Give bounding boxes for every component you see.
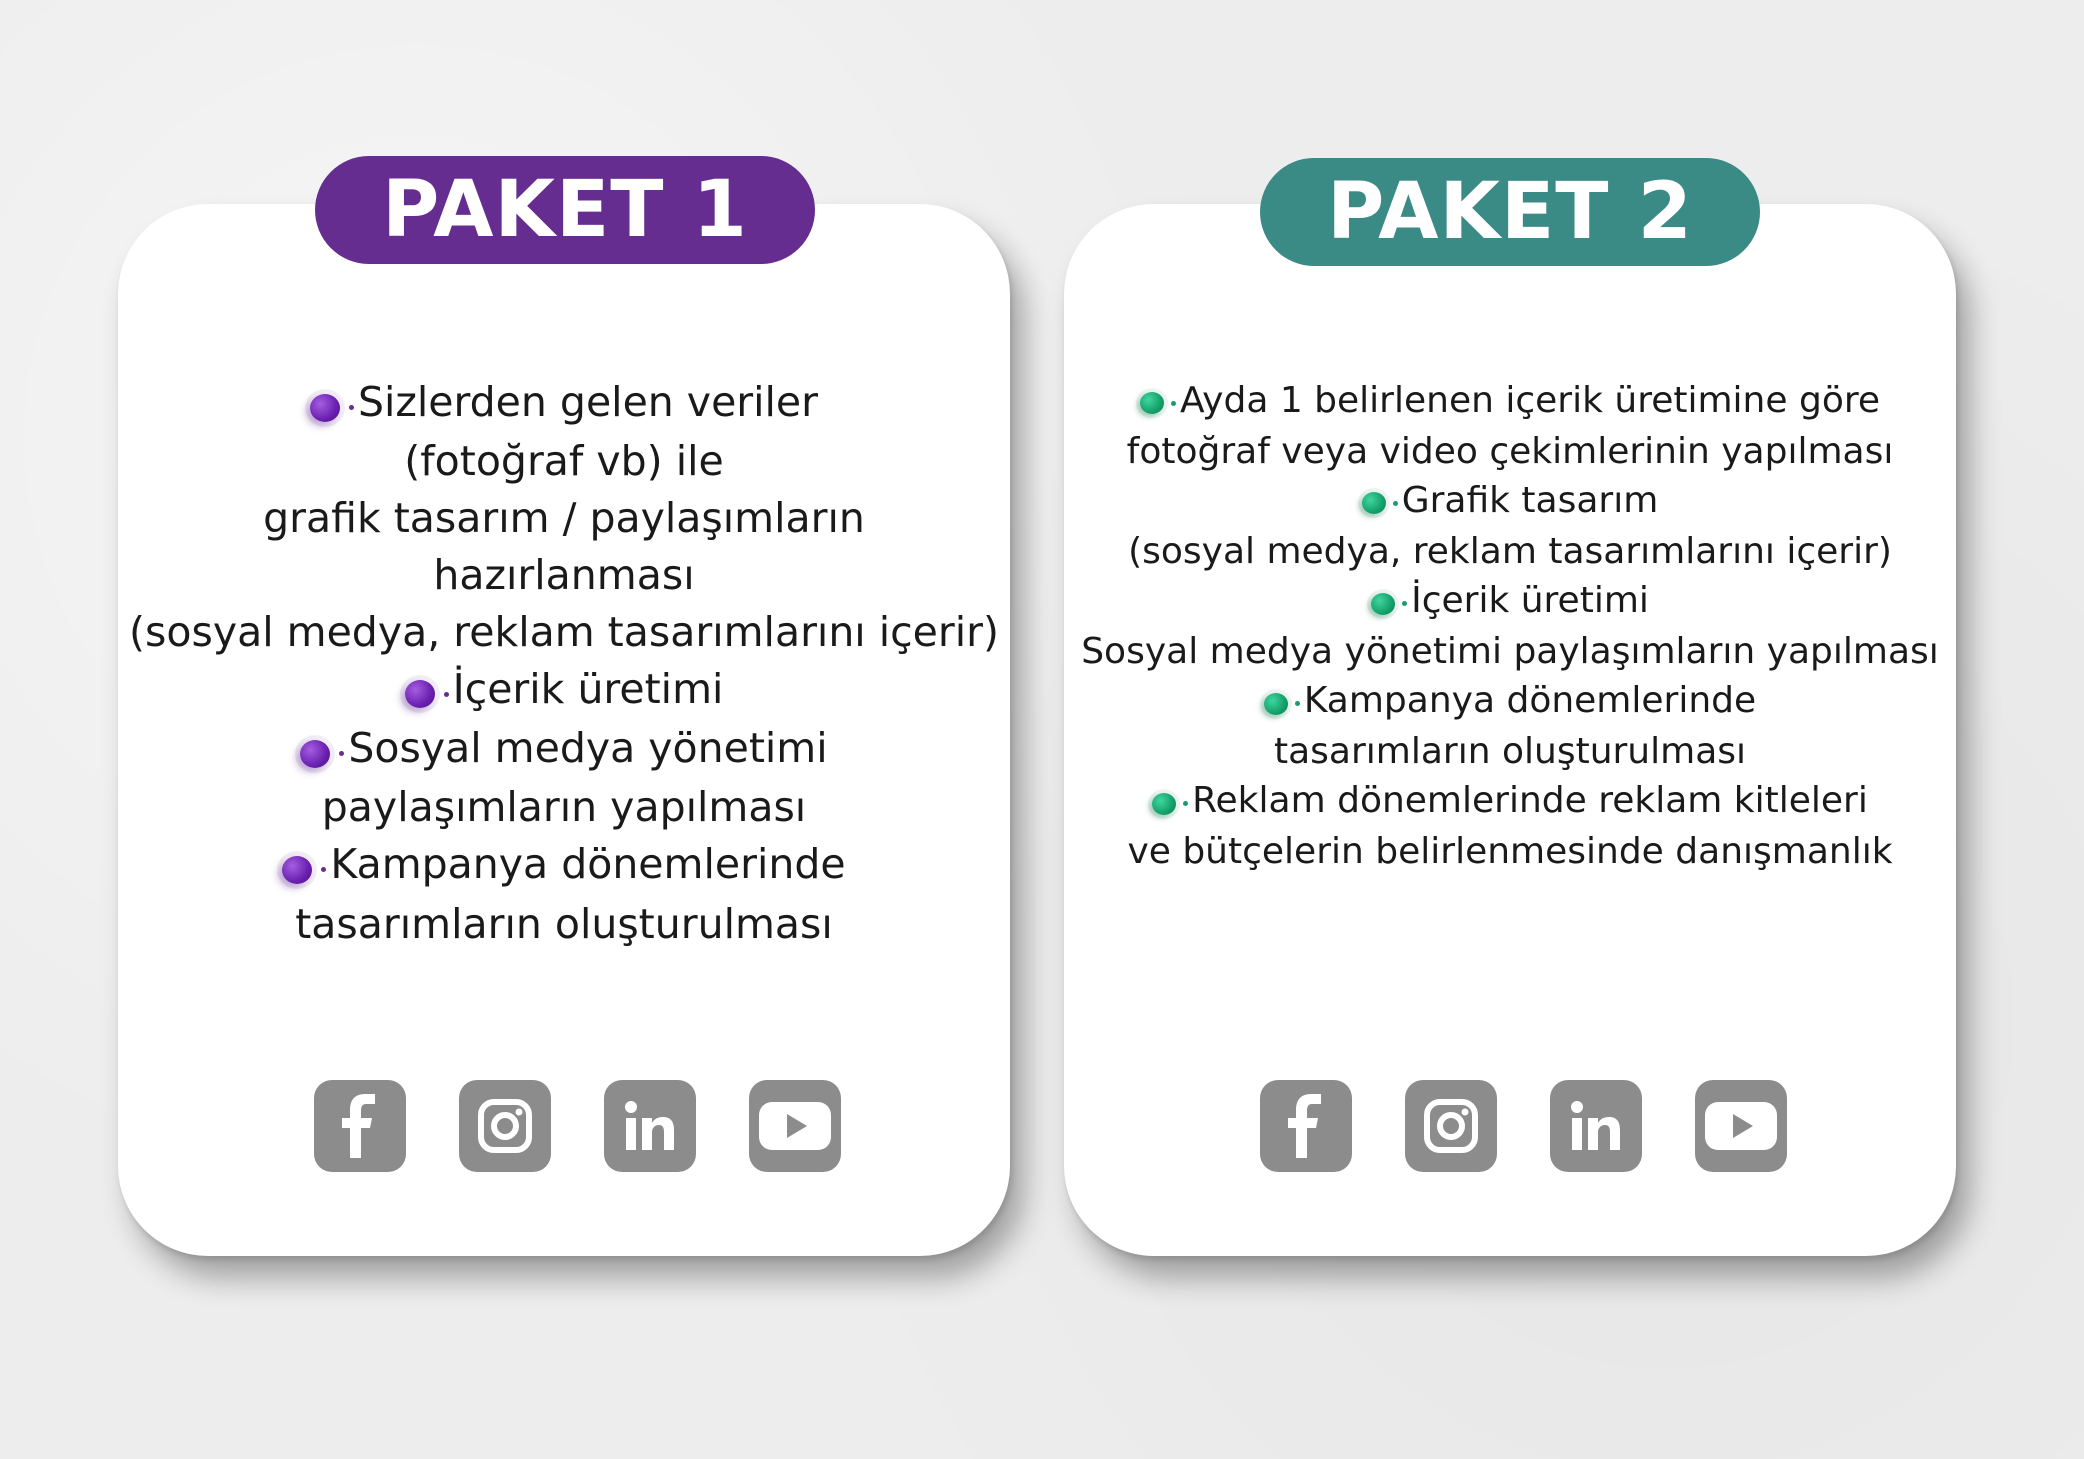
- list-item-continuation: (fotoğraf vb) ile: [404, 437, 724, 486]
- youtube-icon[interactable]: [1695, 1080, 1787, 1172]
- linkedin-icon[interactable]: [604, 1080, 696, 1172]
- paket1-social-icons: [314, 1080, 841, 1172]
- list-item: İçerik üretimi: [1064, 576, 1956, 627]
- list-item-continuation: (sosyal medya, reklam tasarımlarını içerir): [1128, 530, 1892, 572]
- list-item-continuation: tasarımların oluşturulması: [1273, 731, 1747, 773]
- facebook-icon[interactable]: [1260, 1080, 1352, 1172]
- list-item-continuation: hazırlanması: [433, 550, 695, 599]
- list-item-continuation: grafik tasarım / paylaşımların: [263, 494, 865, 543]
- bullet-icon: [1362, 477, 1398, 526]
- bullet-icon: [1152, 778, 1188, 827]
- list-item-continuation: paylaşımların yapılması: [321, 783, 807, 832]
- list-item-continuation: Sosyal medya yönetimi paylaşımların yapılması: [1081, 630, 1939, 672]
- bullet-icon: [1140, 377, 1176, 426]
- list-item: İçerik üretimi: [118, 661, 1010, 720]
- list-item-continuation: ve bütçelerin belirlenmesinde danışmanlık: [1127, 831, 1893, 873]
- bullet-icon: [300, 723, 344, 780]
- list-item-continuation: tasarımların oluşturulması: [295, 899, 833, 948]
- bullet-icon: [405, 663, 449, 720]
- list-item: Kampanya dönemlerinde: [1064, 676, 1956, 727]
- list-item: Kampanya dönemlerinde: [118, 836, 1010, 895]
- paket2-social-icons: [1260, 1080, 1787, 1172]
- list-item: Grafik tasarım: [1064, 476, 1956, 527]
- bullet-icon: [282, 839, 326, 896]
- paket1-feature-list: [118, 374, 1010, 952]
- bullet-icon: [1264, 678, 1300, 727]
- paket2-feature-list: [1064, 376, 1956, 877]
- list-item-continuation: (sosyal medya, reklam tasarımlarını içerir): [129, 607, 999, 656]
- list-item: Sosyal medya yönetimi: [118, 720, 1010, 779]
- paket1-title: PAKET 1: [315, 156, 815, 264]
- list-item: Sizlerden gelen veriler: [118, 374, 1010, 433]
- bullet-icon: [310, 377, 354, 434]
- instagram-icon[interactable]: [459, 1080, 551, 1172]
- bullet-icon: [1371, 578, 1407, 627]
- paket1-card: [118, 204, 1010, 1256]
- paket2-card: [1064, 204, 1956, 1256]
- facebook-icon[interactable]: [314, 1080, 406, 1172]
- list-item-continuation: fotoğraf veya video çekimlerinin yapılması: [1126, 430, 1894, 472]
- list-item: Reklam dönemlerinde reklam kitleleri: [1064, 776, 1956, 827]
- list-item: Ayda 1 belirlenen içerik üretimine göre: [1064, 376, 1956, 427]
- youtube-icon[interactable]: [749, 1080, 841, 1172]
- instagram-icon[interactable]: [1405, 1080, 1497, 1172]
- linkedin-icon[interactable]: [1550, 1080, 1642, 1172]
- paket2-title: PAKET 2: [1260, 158, 1760, 266]
